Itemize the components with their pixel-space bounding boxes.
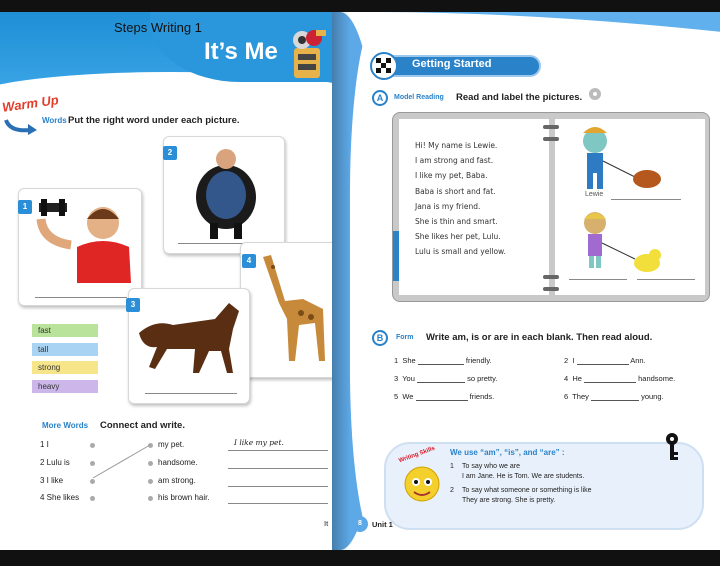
connect-right-3: am strong.	[158, 476, 196, 485]
left-page	[0, 12, 332, 550]
connect-dot[interactable]	[148, 496, 153, 501]
write-line[interactable]	[228, 486, 328, 487]
item-subject: You	[402, 374, 415, 383]
story-line: Jana is my friend.	[415, 201, 481, 211]
more-words-instruction: Connect and write.	[100, 420, 185, 431]
book-title: Steps Writing 1	[114, 20, 202, 35]
item-number: 5	[394, 392, 399, 401]
item-rest: handsome.	[638, 374, 676, 383]
answer-blank[interactable]	[417, 382, 465, 383]
write-line[interactable]	[228, 503, 328, 504]
tip-1-example: I am Jane. He is Tom. We are students.	[462, 473, 585, 480]
answer-blank[interactable]	[584, 382, 636, 383]
connect-right-4: his brown hair.	[158, 493, 210, 502]
tip-2-example: They are strong. She is pretty.	[462, 497, 556, 504]
binder-ring	[543, 275, 559, 279]
tip-title: We use “am”, “is”, and “are” :	[450, 448, 565, 457]
lewie-and-jana-illustration	[555, 119, 705, 295]
tip-2-text: To say what someone or something is like	[462, 487, 592, 494]
story-line: Hi! My name is Lewie.	[415, 141, 498, 150]
tip-1-text: To say who we are	[462, 463, 520, 470]
heavy-man-image	[164, 137, 286, 255]
connect-dot[interactable]	[90, 496, 95, 501]
connect-right-1: my pet.	[158, 440, 185, 449]
right-page	[332, 12, 720, 550]
key-icon	[662, 432, 682, 462]
robot-mascot-icon	[286, 26, 328, 80]
form-item-4	[564, 374, 675, 383]
section-a-instruction: Read and label the pictures.	[456, 92, 583, 103]
item-rest: Ann.	[630, 356, 646, 365]
connect-left-2: 2 Lulu is	[40, 458, 70, 467]
unit-title: It’s Me	[204, 38, 278, 65]
section-b-instruction: Write am, is or are in each blank. Then read aloud.	[426, 332, 653, 343]
answer-blank[interactable]	[591, 400, 639, 401]
answer-blank[interactable]	[577, 364, 629, 365]
connect-left-4: 4 She likes	[40, 493, 80, 502]
vocab-strong: strong	[32, 361, 98, 374]
story-line: I like my pet, Baba.	[415, 171, 488, 181]
form-item-2	[564, 356, 646, 365]
connect-left-3: 3 I like	[40, 476, 64, 485]
label-line[interactable]	[637, 279, 695, 280]
binder-ring	[543, 137, 559, 141]
words-tag: Words	[42, 116, 67, 125]
model-reading-tag: Model Reading	[394, 94, 444, 101]
form-tag: Form	[396, 334, 414, 341]
picture-card-fast	[128, 288, 250, 404]
connect-right-2: handsome.	[158, 458, 198, 467]
item-subject: I	[572, 356, 575, 365]
example-answer: I like my pet.	[234, 438, 284, 447]
tip-2-num: 2	[450, 487, 454, 494]
blue-tab	[393, 231, 399, 281]
form-item-3	[394, 374, 497, 383]
warm-up-heading: Warm Up	[1, 92, 60, 115]
answer-blank[interactable]	[416, 400, 468, 401]
label-line[interactable]	[611, 199, 681, 200]
form-item-1	[394, 356, 492, 365]
unit-label: Unit 1	[372, 520, 393, 529]
vocab-tall: tall	[32, 343, 98, 356]
getting-started-title: Getting Started	[412, 58, 492, 70]
item-number: 6	[564, 392, 569, 401]
section-a-badge: A	[372, 90, 388, 106]
story-line: She likes her pet, Lulu.	[415, 232, 501, 242]
story-text-panel	[399, 119, 549, 295]
form-item-6	[564, 392, 664, 401]
footer-partial: It	[324, 519, 329, 528]
answer-line[interactable]	[145, 393, 237, 394]
tip-1-num: 1	[450, 463, 454, 470]
label-lewie: Lewie	[585, 191, 604, 198]
item-subject: They	[572, 392, 589, 401]
vocab-fast: fast	[32, 324, 98, 337]
item-rest: friendly.	[465, 356, 492, 365]
item-rest: friends.	[469, 392, 495, 401]
vocab-heavy: heavy	[32, 380, 98, 393]
story-line: I am strong and fast.	[415, 156, 494, 166]
item-rest: so pretty.	[467, 374, 498, 383]
item-subject: We	[402, 392, 414, 401]
audio-cd-icon[interactable]	[588, 86, 602, 102]
page-number: 8	[352, 516, 368, 532]
picture-number: 1	[18, 200, 32, 214]
picture-number: 3	[126, 298, 140, 312]
picture-number: 4	[242, 254, 256, 268]
write-line[interactable]	[228, 468, 328, 469]
words-instruction: Put the right word under each picture.	[68, 115, 240, 126]
item-subject: He	[572, 374, 582, 383]
section-b-badge: B	[372, 330, 388, 346]
curved-arrow-icon	[4, 116, 38, 136]
form-item-5	[394, 392, 494, 401]
binder-ring	[543, 125, 559, 129]
story-line: Baba is short and fat.	[415, 186, 496, 196]
write-line[interactable]	[228, 450, 328, 451]
picture-card-heavy	[163, 136, 285, 254]
item-number: 1	[394, 356, 399, 365]
picture-card-strong	[18, 188, 142, 306]
binder-ring	[543, 287, 559, 291]
example-connect-line	[90, 442, 152, 482]
story-line: She is thin and smart.	[415, 216, 498, 226]
model-reading-panel	[392, 112, 710, 302]
story-line: Lulu is small and yellow.	[415, 247, 506, 257]
item-number: 4	[564, 374, 569, 383]
answer-line[interactable]	[35, 297, 127, 298]
item-number: 3	[394, 374, 399, 383]
item-rest: young.	[641, 392, 664, 401]
strong-boy-image	[19, 189, 143, 307]
label-line[interactable]	[569, 279, 627, 280]
gutter-shadow	[332, 12, 350, 550]
story-picture-panel	[555, 119, 705, 295]
more-words-tag: More Words	[42, 421, 89, 430]
writing-skills-label: Writing Skills	[398, 445, 436, 465]
horse-image	[129, 289, 251, 405]
item-number: 2	[564, 356, 569, 365]
picture-number: 2	[163, 146, 177, 160]
answer-blank[interactable]	[418, 364, 464, 365]
item-subject: She	[402, 356, 416, 365]
connect-left-1: 1 I	[40, 440, 49, 449]
